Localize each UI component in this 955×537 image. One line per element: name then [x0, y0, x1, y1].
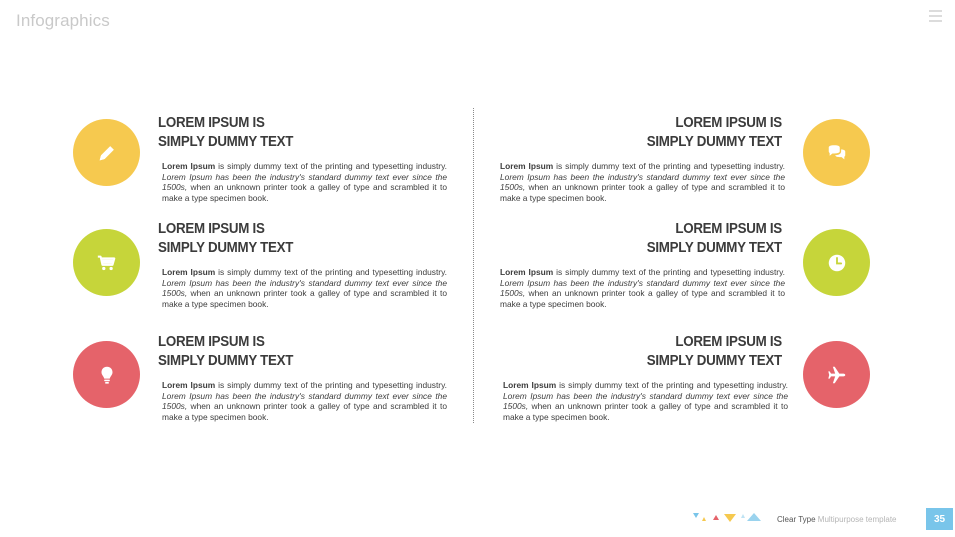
slide-title: Infographics [16, 11, 110, 30]
footer-brand: Clear Type Multipurpose template [777, 515, 897, 524]
airplane-icon [826, 364, 848, 386]
item-heading: LOREM IPSUM IS SIMPLY DUMMY TEXT [646, 115, 782, 150]
item-heading: LOREM IPSUM IS SIMPLY DUMMY TEXT [158, 115, 294, 150]
item-description: Lorem Ipsum is simply dummy text of the printing and typesetting industry. Lorem Ipsum has been the industry's standard dummy text ever since the 1500s, when an unknown printer took a galley of type and scrambled it to make a type specimen book. [162, 161, 447, 203]
pencil-icon [96, 142, 118, 164]
item-cart-circle [73, 229, 140, 296]
item-heading: LOREM IPSUM IS SIMPLY DUMMY TEXT [646, 221, 782, 256]
item-chat-circle [803, 119, 870, 186]
page-number-badge: 35 [926, 508, 953, 530]
item-pencil-circle [73, 119, 140, 186]
menu-icon[interactable] [929, 10, 942, 22]
footer-triangles-icon [693, 512, 763, 526]
item-clock-circle [803, 229, 870, 296]
clock-icon [826, 252, 848, 274]
item-description: Lorem Ipsum is simply dummy text of the printing and typesetting industry. Lorem Ipsum has been the industry's standard dummy text ever since the 1500s, when an unknown printer took a galley of type and scrambled it to make a type specimen book. [162, 267, 447, 309]
item-heading: LOREM IPSUM IS SIMPLY DUMMY TEXT [646, 334, 782, 369]
center-divider [473, 108, 474, 423]
item-description: Lorem Ipsum is simply dummy text of the printing and typesetting industry. Lorem Ipsum has been the industry's standard dummy text ever since the 1500s, when an unknown printer took a galley of type and scrambled it to make a type specimen book. [500, 161, 785, 203]
lightbulb-icon [96, 364, 118, 386]
item-heading: LOREM IPSUM IS SIMPLY DUMMY TEXT [158, 221, 294, 256]
item-description: Lorem Ipsum is simply dummy text of the printing and typesetting industry. Lorem Ipsum has been the industry's standard dummy text ever since the 1500s, when an unknown printer took a galley of type and scrambled it to make a type specimen book. [503, 380, 788, 422]
item-description: Lorem Ipsum is simply dummy text of the printing and typesetting industry. Lorem Ipsum has been the industry's standard dummy text ever since the 1500s, when an unknown printer took a galley of type and scrambled it to make a type specimen book. [500, 267, 785, 309]
chat-bubbles-icon [826, 142, 848, 164]
item-heading: LOREM IPSUM IS SIMPLY DUMMY TEXT [158, 334, 294, 369]
item-lightbulb-circle [73, 341, 140, 408]
shopping-cart-icon [96, 252, 118, 274]
item-description: Lorem Ipsum is simply dummy text of the printing and typesetting industry. Lorem Ipsum has been the industry's standard dummy text ever since the 1500s, when an unknown printer took a galley of type and scrambled it to make a type specimen book. [162, 380, 447, 422]
item-airplane-circle [803, 341, 870, 408]
